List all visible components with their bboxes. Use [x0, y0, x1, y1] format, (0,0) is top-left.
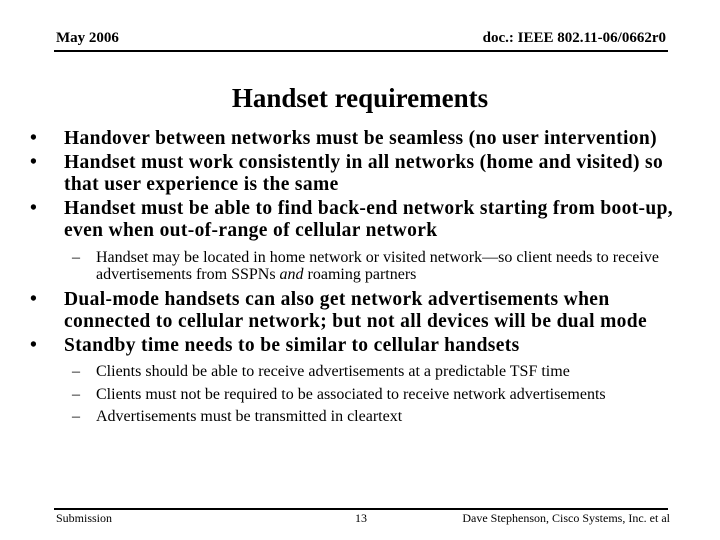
- sub-bullet-text: Clients must not be required to be associated to receive network advertisements: [96, 385, 606, 403]
- dash-icon: –: [72, 248, 80, 266]
- header-doc-id: doc.: IEEE 802.11-06/0662r0: [482, 30, 666, 46]
- header-divider: [54, 50, 668, 52]
- sub-bullet-emphasis: and: [279, 266, 304, 283]
- dash-icon: –: [72, 408, 80, 425]
- bullet-text: Handset must work consistently in all networks (home and visited) so that user experience is the same: [64, 151, 664, 195]
- slide-body: [30, 128, 700, 431]
- bullet-icon: •: [30, 128, 38, 149]
- bullet-icon: •: [30, 288, 38, 310]
- footer-page-number: 13: [355, 511, 367, 525]
- sub-bullet-item: [30, 363, 700, 381]
- bullet-text: Dual-mode handsets can also get network advertisements when connected to cellular network; but not all devices will be dual mode: [64, 288, 647, 332]
- dash-icon: –: [72, 385, 80, 403]
- footer-divider: [54, 508, 668, 510]
- sub-bullet-text-start: Handset may be located in home network or visited network—so client needs to receive advertisements from SSPNs: [96, 248, 659, 283]
- dash-icon: –: [72, 363, 80, 380]
- sub-bullet-item: [30, 386, 700, 404]
- sub-bullet-item: [30, 408, 700, 426]
- slide-title: Handset requirements: [231, 83, 489, 113]
- bullet-item: [30, 152, 700, 197]
- bullet-icon: •: [30, 197, 38, 219]
- footer-author: Dave Stephenson, Cisco Systems, Inc. et al: [462, 511, 670, 525]
- bullet-icon: •: [30, 334, 38, 356]
- bullet-text: Handset must be able to find back-end network starting from boot-up, even when out-of-range of cellular network: [64, 197, 674, 241]
- bullet-item: [30, 128, 700, 151]
- sub-bullet-text: Clients should be able to receive advertisements at a predictable TSF time: [96, 363, 570, 380]
- bullet-item: [30, 289, 700, 334]
- footer-submission: Submission: [56, 511, 113, 525]
- sub-bullet-text-end: roaming partners: [303, 266, 417, 283]
- bullet-item: [30, 198, 700, 243]
- sub-bullet-text: Advertisements must be transmitted in cleartext: [96, 408, 403, 425]
- bullet-text: Standby time needs to be similar to cellular handsets: [64, 334, 520, 356]
- bullet-item: [30, 335, 700, 358]
- header-date: May 2006: [56, 30, 119, 46]
- bullet-text: Handover between networks must be seamless (no user intervention): [64, 128, 657, 149]
- sub-bullet-item: [30, 249, 700, 284]
- bullet-icon: •: [30, 151, 38, 173]
